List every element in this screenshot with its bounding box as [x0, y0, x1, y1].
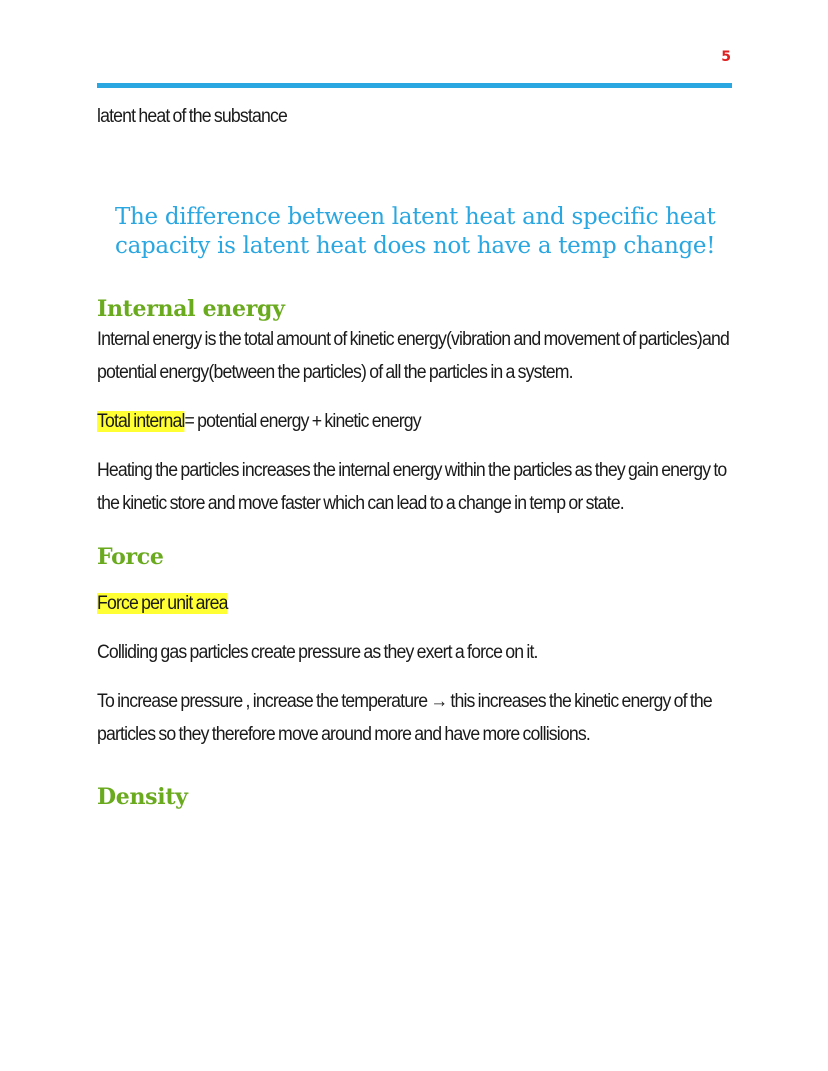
heading-internal-energy: Internal energy	[97, 296, 285, 322]
formula-line	[97, 405, 739, 438]
heating-paragraph: Heating the particles increases the internal energy within the particles as they gain energy to the kinetic store and move faster which can lead to a change in temp or state.	[97, 460, 727, 514]
intro-line: latent heat of the substance	[97, 106, 287, 127]
internal-energy-definition: Internal energy is the total amount of kinetic energy(vibration and movement of particles)and potential energy(between the particles) of all the particles in a system.	[97, 329, 729, 383]
heading-density: Density	[97, 784, 188, 810]
heading-force: Force	[97, 544, 164, 570]
force-highlight-line	[97, 587, 739, 620]
page-number: 5	[721, 49, 731, 65]
colliding-paragraph: Colliding gas particles create pressure as they exert a force on it.	[97, 642, 538, 663]
formula-rest: = potential energy + kinetic energy	[184, 411, 421, 432]
page-content	[97, 100, 737, 811]
header-rule	[97, 83, 732, 88]
pressure-paragraph: To increase pressure , increase the temperature → this increases the kinetic energy of the particles so they therefore move around more and have more collisions.	[97, 691, 712, 745]
callout-text: The difference between latent heat and specific heat capacity is latent heat does not have a temp change!	[115, 204, 716, 259]
formula-highlight: Total internal	[97, 411, 185, 432]
force-highlight: Force per unit area	[97, 593, 228, 614]
